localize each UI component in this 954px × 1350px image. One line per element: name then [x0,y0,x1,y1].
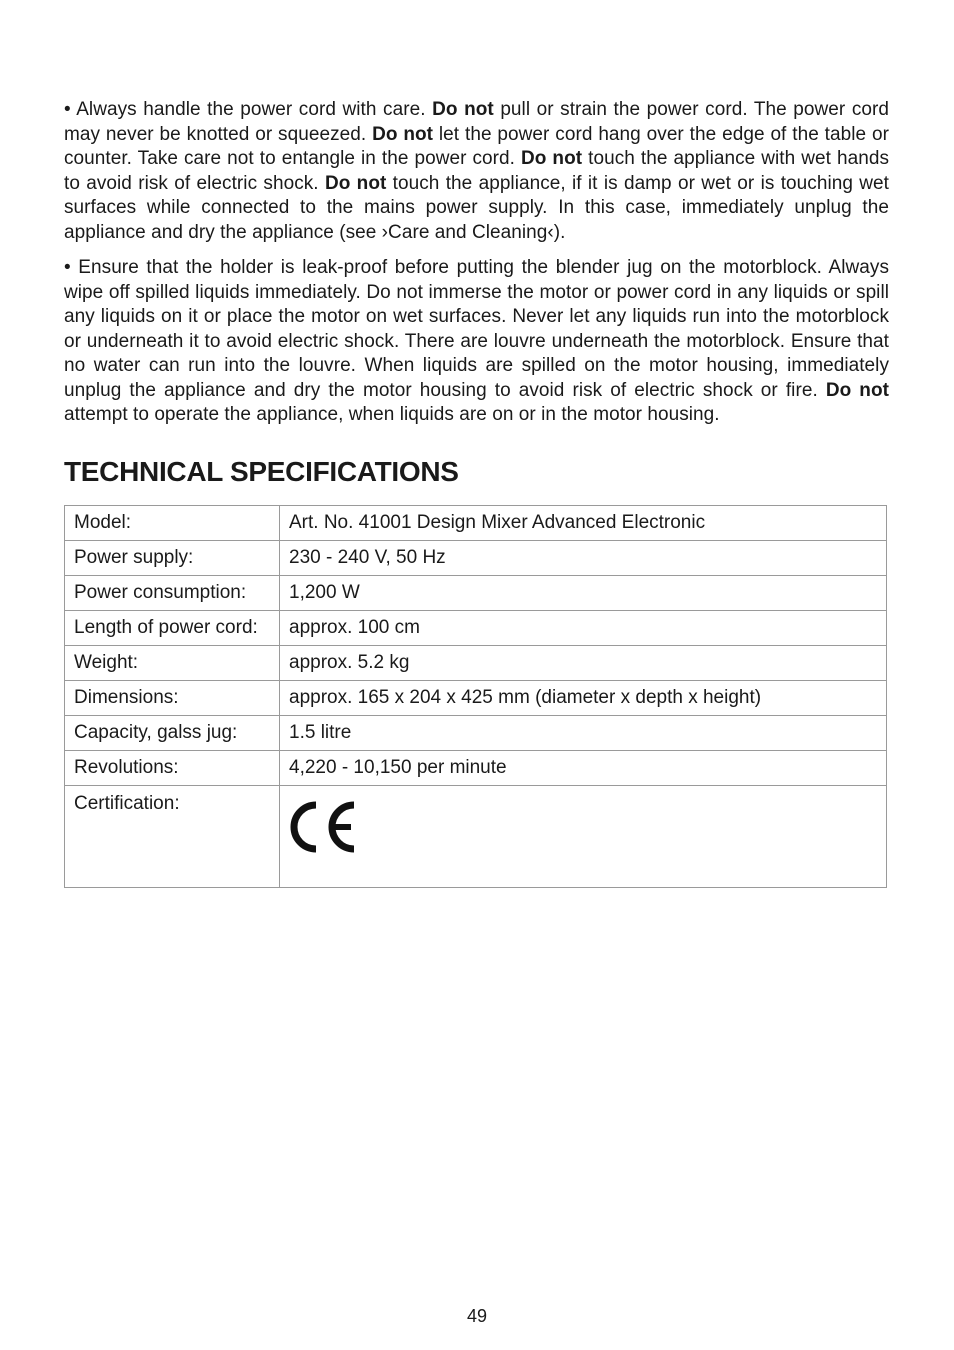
spec-label: Revolutions: [65,751,280,786]
spec-row [65,611,887,646]
ce-mark-icon [289,800,359,854]
certification-value [280,786,887,888]
spec-row [65,506,887,541]
certification-row [65,786,887,888]
page-number: 49 [466,1306,488,1326]
spec-row [65,576,887,611]
spec-value: approx. 100 cm [280,611,887,646]
specifications-table [64,505,887,888]
safety-paragraph-liquids [64,256,889,428]
paragraph-text: let the power cord hang over the edge of the table or counter. Take care not to entangle in the power cord. [64,123,889,169]
spec-label: Length of power cord: [65,611,280,646]
spec-value: Art. No. 41001 Design Mixer Advanced Electronic [280,506,887,541]
warning-emphasis: Do not [372,123,434,145]
spec-row [65,681,887,716]
warning-emphasis: Do not [825,379,889,401]
paragraph-text: pull or strain the power cord. The power cord may never be knotted or squeezed. [64,99,889,145]
spec-value: 1,200 W [280,576,887,611]
warning-emphasis: Do not [432,99,494,120]
spec-label: Model: [65,506,280,541]
spec-label: Dimensions: [65,681,280,716]
spec-row [65,646,887,681]
section-heading: TECHNICAL SPECIFICATIONS [64,456,459,487]
warning-emphasis: Do not [521,148,583,169]
spec-row [65,751,887,786]
specifications-table-body [65,506,887,888]
spec-value: approx. 5.2 kg [280,646,887,681]
spec-value: 1.5 litre [280,716,887,751]
paragraph-text: attempt to operate the appliance, when liquids are on or in the motor housing. [64,404,720,425]
spec-value: approx. 165 x 204 x 425 mm (diameter x depth x height) [280,681,887,716]
spec-label: Power supply: [65,541,280,576]
spec-row [65,541,887,576]
spec-label: Weight: [65,646,280,681]
spec-label: Capacity, galss jug: [65,716,280,751]
spec-row [65,716,887,751]
paragraph-text: • Always handle the power cord with care. [64,99,433,120]
warning-emphasis: Do not [324,172,387,194]
paragraph-text: touch the appliance with wet hands to avoid risk of electric shock. [64,148,890,194]
spec-value: 4,220 - 10,150 per minute [280,751,887,786]
paragraph-text: touch the appliance, if it is damp or wet or is touching wet surfaces while connected to the mains power supply. In this case, immediately unplug the appliance and dry the appliance (see ›Care and Cleaning‹). [64,172,889,243]
certification-label: Certification: [65,786,280,888]
safety-paragraph-power-cord [64,98,889,245]
spec-value: 230 - 240 V, 50 Hz [280,541,887,576]
paragraph-text: • Ensure that the holder is leak-proof before putting the blender jug on the motorblock. Always wipe off spilled liquids immediately. Do not immerse the motor or power cord in any liquids or spill any liquids on it or place the motor on wet surfaces. Never let any liquids run into the motorblock or underneath it to avoid electric shock. There are louvre underneath the motorblock. Ensure that no water can run into the louvre. When liquids are spilled on the motor housing, immediately unplug the appliance and dry the motor housing to avoid risk of electric shock or fire. [64,257,889,401]
spec-label: Power consumption: [65,576,280,611]
